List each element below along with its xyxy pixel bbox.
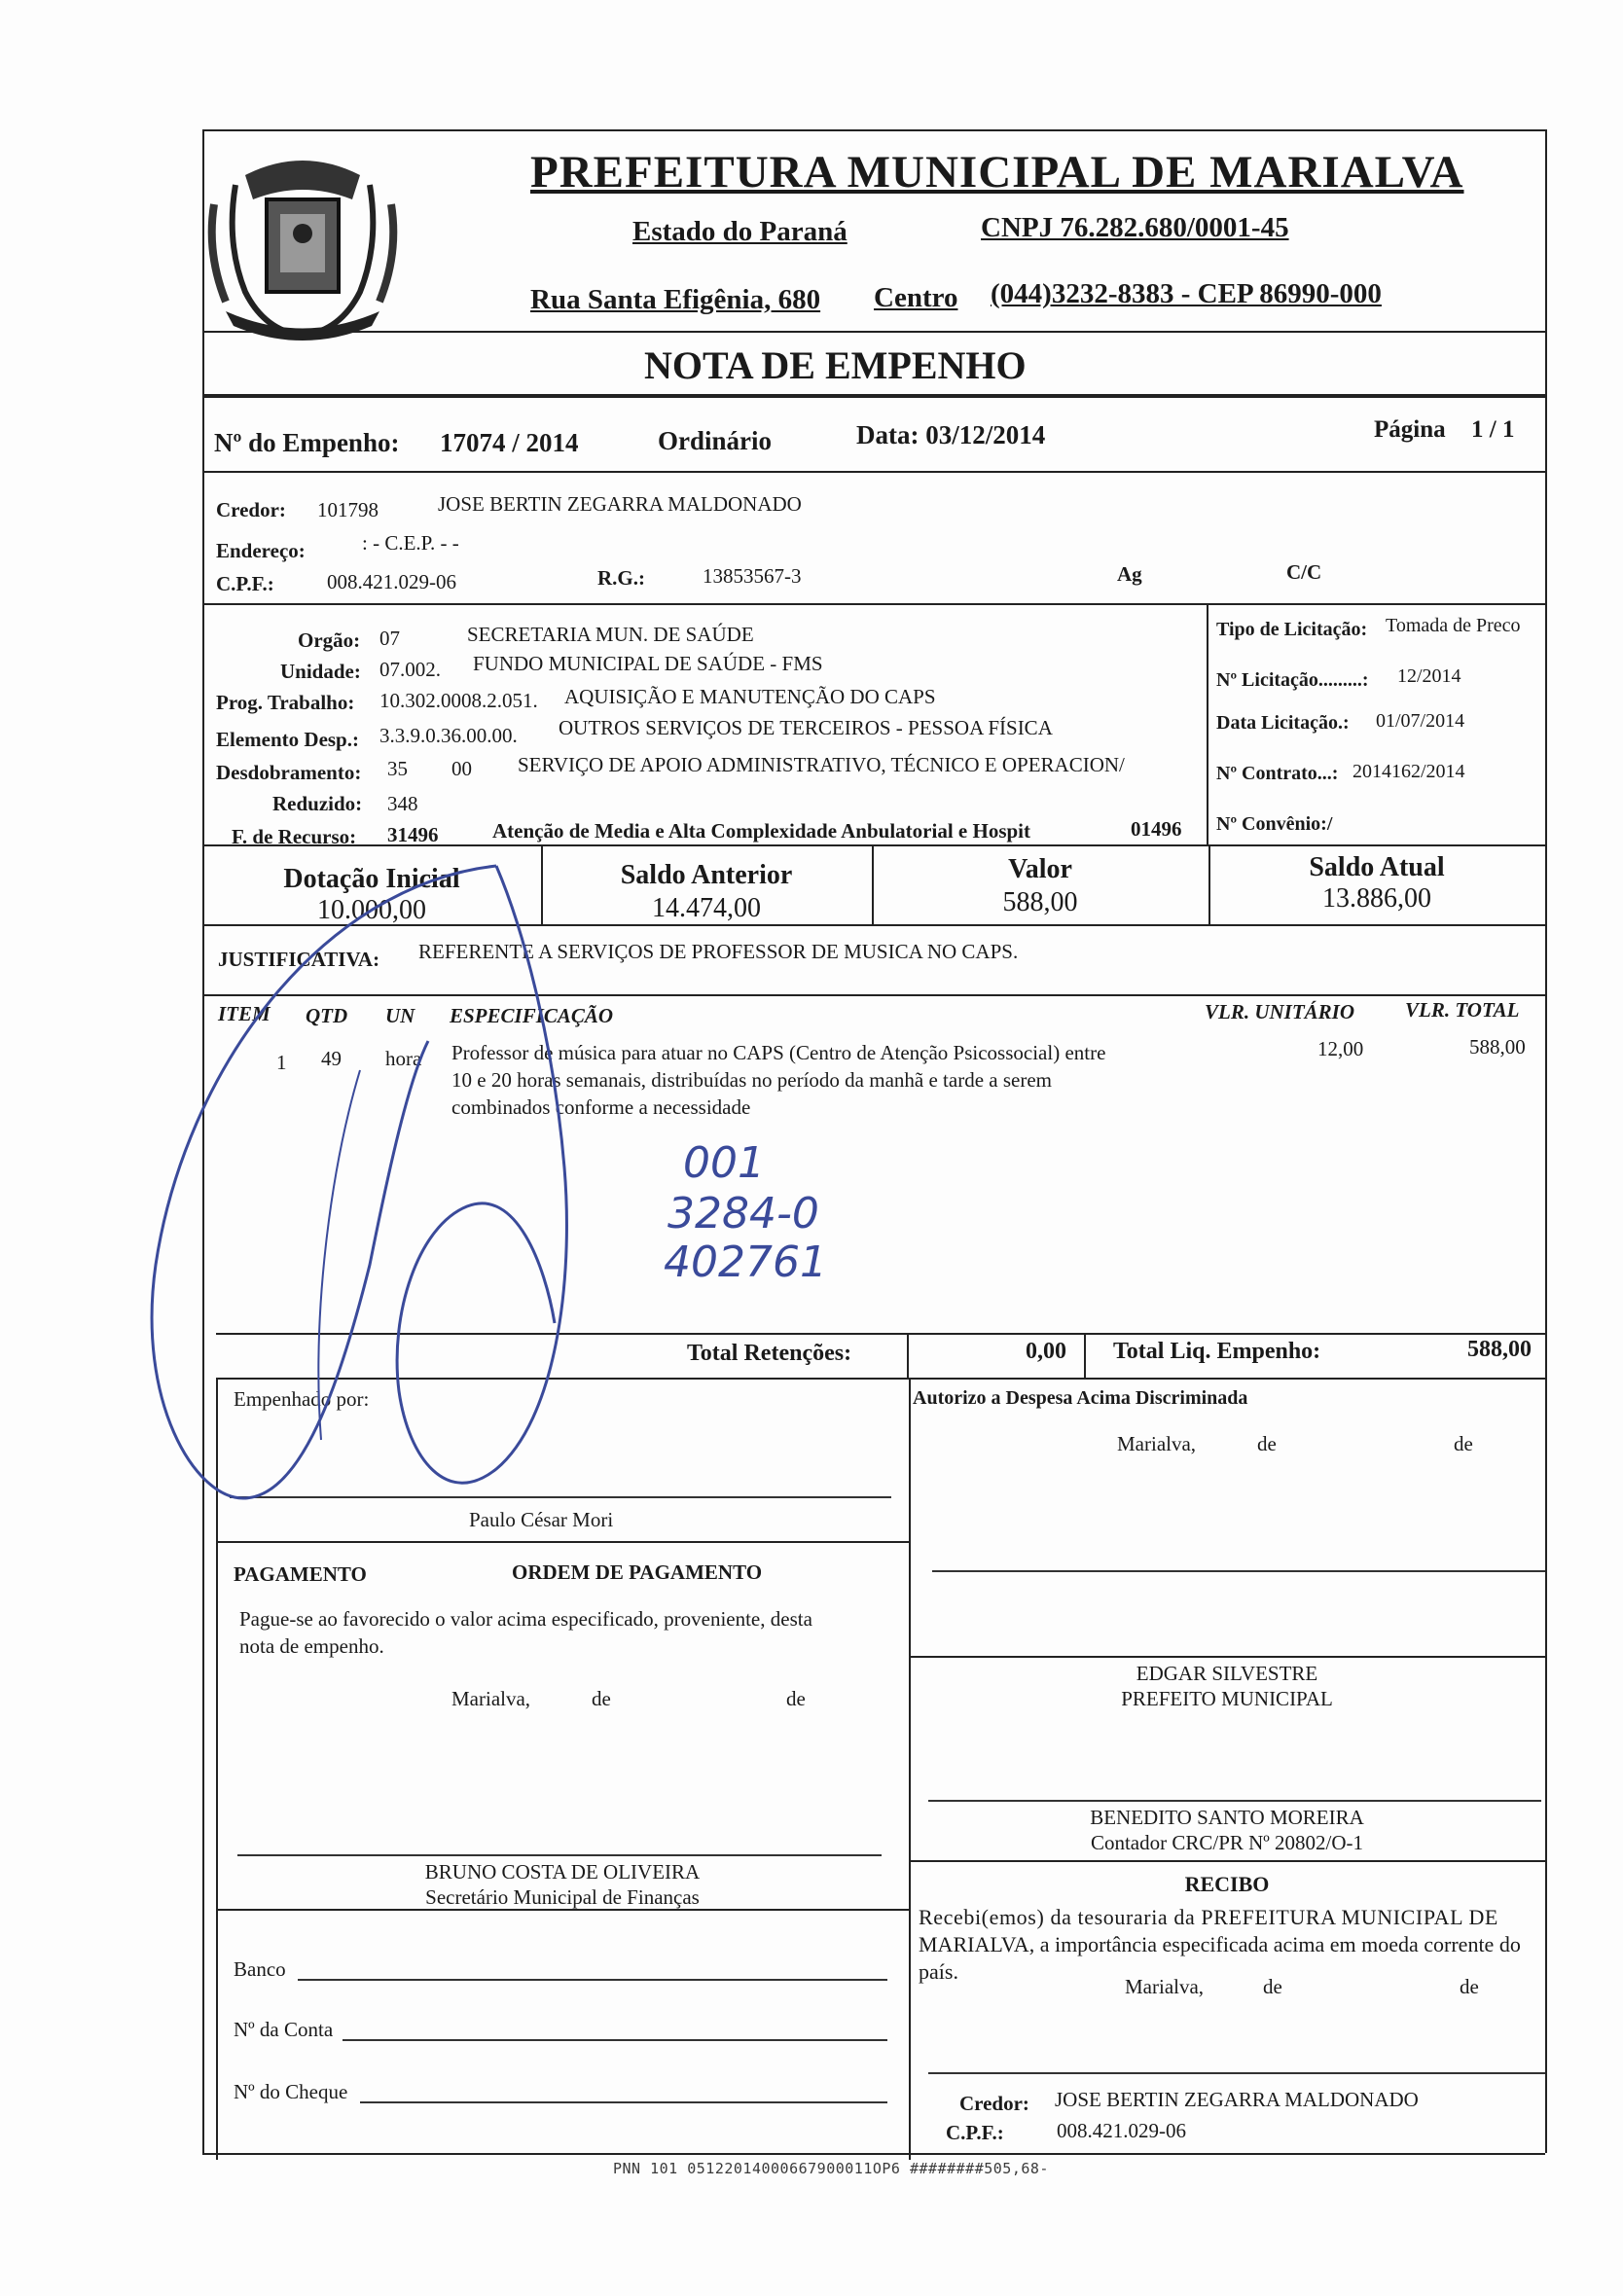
empenho-date: Data: 03/12/2014 xyxy=(856,420,1046,449)
prog-name: AQUISIÇÃO E MANUTENÇÃO DO CAPS xyxy=(564,685,936,708)
footer-code: PNN 101 05122014000667900011OP6 ########505,68- xyxy=(613,2160,1049,2177)
saldo-atual-value: 13.886,00 xyxy=(1322,883,1431,914)
header-cnpj: CNPJ 76.282.680/0001-45 xyxy=(981,212,1289,243)
rg-value: 13853567-3 xyxy=(703,564,802,588)
recibo-de2: de xyxy=(1460,1975,1479,1998)
row-qtd: 49 xyxy=(321,1047,342,1070)
justificativa-text: REFERENTE A SERVIÇOS DE PROFESSOR DE MUSICA NO CAPS. xyxy=(418,940,1019,963)
rg-label: R.G.: xyxy=(597,566,645,590)
col-total-header: VLR. TOTAL xyxy=(1405,998,1520,1022)
handwritten-note-1: 001 xyxy=(683,1138,765,1188)
page-label: Página xyxy=(1374,416,1446,443)
row-spec-line3: combinados conforme a necessidade xyxy=(451,1095,751,1119)
total-retencoes-label: Total Retenções: xyxy=(687,1341,852,1366)
licitacao-data-value: 01/07/2014 xyxy=(1376,710,1465,732)
recibo-text-line2: MARIALVA, a importância especificada acima em moeda corrente do xyxy=(919,1932,1521,1956)
handwritten-note-3: 402761 xyxy=(664,1238,827,1287)
pagamento-city: Marialva, xyxy=(451,1687,531,1710)
conta-label: Nº da Conta xyxy=(234,2018,334,2041)
saldo-atual-label: Saldo Atual xyxy=(1309,852,1445,882)
recibo-text-line3: país. xyxy=(919,1959,958,1984)
autorizo-city: Marialva, xyxy=(1117,1432,1197,1455)
header-district: Centro xyxy=(874,282,958,313)
autorizo-de2: de xyxy=(1454,1432,1473,1455)
licitacao-data-label: Data Licitação.: xyxy=(1216,712,1350,734)
ordem-pagamento-label: ORDEM DE PAGAMENTO xyxy=(512,1561,763,1584)
recibo-label: RECIBO xyxy=(1184,1872,1270,1896)
recibo-cpf-value: 008.421.029-06 xyxy=(1057,2119,1186,2142)
row-item: 1 xyxy=(276,1051,287,1074)
autorizo-de1: de xyxy=(1257,1432,1277,1455)
tipo-label: Tipo de Licitação: xyxy=(1216,619,1368,640)
handwritten-note-2: 3284-0 xyxy=(667,1189,819,1238)
justificativa-label: JUSTIFICATIVA: xyxy=(218,948,380,971)
credor-code: 101798 xyxy=(317,498,379,521)
pagamento-text-line2: nota de empenho. xyxy=(239,1634,384,1658)
fonte-code: 31496 xyxy=(387,823,439,846)
total-liq-label: Total Liq. Empenho: xyxy=(1113,1339,1321,1364)
recibo-city: Marialva, xyxy=(1125,1975,1205,1998)
col-spec-header: ESPECIFICAÇÃO xyxy=(450,1004,614,1027)
saldo-anterior-label: Saldo Anterior xyxy=(620,860,793,890)
prog-code: 10.302.0008.2.051. xyxy=(379,689,538,712)
recibo-text-line1: Recebi(emos) da tesouraria da PREFEITURA MUNICIPAL DE xyxy=(919,1905,1498,1929)
row-un: hora xyxy=(385,1047,422,1070)
page-number: 1 / 1 xyxy=(1471,416,1515,443)
desd-code1: 35 xyxy=(387,757,408,780)
valor-value: 588,00 xyxy=(1002,887,1078,917)
row-total-value: 588,00 xyxy=(1469,1035,1526,1058)
financas-signer-name: BRUNO COSTA DE OLIVEIRA xyxy=(424,1860,701,1883)
row-unit-value: 12,00 xyxy=(1317,1037,1364,1060)
unidade-label: Unidade: xyxy=(280,660,361,683)
ag-label: Ag xyxy=(1117,562,1142,586)
endereco-value: : - C.E.P. - - xyxy=(362,531,459,555)
elem-label: Elemento Desp.: xyxy=(216,728,359,751)
desd-label: Desdobramento: xyxy=(216,761,362,784)
header-state: Estado do Paraná xyxy=(632,216,848,247)
credor-label: Credor: xyxy=(216,498,286,521)
convenio-label: Nº Convênio:/ xyxy=(1216,813,1333,835)
contrato-label: Nº Contrato...: xyxy=(1216,763,1339,784)
col-unit-header: VLR. UNITÁRIO xyxy=(1205,1000,1355,1023)
col-un-header: UN xyxy=(385,1004,415,1027)
total-retencoes-value: 0,00 xyxy=(1026,1339,1066,1364)
empenho-label: Nº do Empenho: xyxy=(214,428,400,457)
desd-name: SERVIÇO DE APOIO ADMINISTRATIVO, TÉCNICO E OPERACION/ xyxy=(518,753,1125,776)
recibo-cpf-label: C.P.F.: xyxy=(946,2121,1004,2144)
prefeito-name: EDGAR SILVESTRE xyxy=(1136,1662,1318,1685)
recibo-credor-label: Credor: xyxy=(959,2092,1029,2115)
banco-label: Banco xyxy=(234,1957,286,1981)
reduz-value: 348 xyxy=(387,792,418,815)
orgao-label: Orgão: xyxy=(298,628,361,652)
cc-label: C/C xyxy=(1286,560,1322,584)
recibo-de1: de xyxy=(1263,1975,1282,1998)
prefeito-role: PREFEITO MUNICIPAL xyxy=(1121,1687,1333,1710)
elem-code: 3.3.9.0.36.00.00. xyxy=(379,724,518,747)
licitacao-num-label: Nº Licitação.........: xyxy=(1216,669,1369,691)
reduz-label: Reduzido: xyxy=(272,792,363,815)
credor-name: JOSE BERTIN ZEGARRA MALDONADO xyxy=(438,492,802,516)
total-liq-value: 588,00 xyxy=(1467,1337,1532,1362)
pagamento-de2: de xyxy=(786,1687,806,1710)
contador-name: BENEDITO SANTO MOREIRA xyxy=(1090,1806,1364,1829)
empenho-type: Ordinário xyxy=(658,426,773,455)
pagamento-de1: de xyxy=(592,1687,611,1710)
header-title: PREFEITURA MUNICIPAL DE MARIALVA xyxy=(530,147,1464,197)
recibo-credor-name: JOSE BERTIN ZEGARRA MALDONADO xyxy=(1055,2088,1419,2111)
prog-label: Prog. Trabalho: xyxy=(216,691,355,714)
valor-label: Valor xyxy=(1008,854,1072,884)
row-spec-line2: 10 e 20 horas semanais, distribuídas no período da manhã e tarde a serem xyxy=(451,1068,1052,1092)
endereco-label: Endereço: xyxy=(216,539,306,562)
orgao-code: 07 xyxy=(379,627,400,650)
fonte-name: Atenção de Media e Alta Complexidade Anbulatorial e Hospit xyxy=(492,819,1030,843)
fonte-label: F. de Recurso: xyxy=(232,825,357,848)
financas-signer-role: Secretário Municipal de Finanças xyxy=(425,1885,700,1909)
doc-title: NOTA DE EMPENHO xyxy=(644,343,1027,387)
empenho-number: 17074 / 2014 xyxy=(440,428,579,457)
empenhado-signer: Paulo César Mori xyxy=(469,1508,614,1531)
desd-code2: 00 xyxy=(451,757,472,780)
cpf-value: 008.421.029-06 xyxy=(327,570,456,593)
contador-role: Contador CRC/PR Nº 20802/O-1 xyxy=(1090,1831,1364,1854)
pagamento-label: PAGAMENTO xyxy=(234,1562,367,1586)
col-item-header: ITEM xyxy=(218,1002,270,1025)
unidade-code: 07.002. xyxy=(379,658,441,681)
pagamento-text-line1: Pague-se ao favorecido o valor acima especificado, proveniente, desta xyxy=(239,1607,812,1631)
contrato-value: 2014162/2014 xyxy=(1352,761,1465,782)
licitacao-num-value: 12/2014 xyxy=(1397,665,1461,687)
header-phone-cep: (044)3232-8383 - CEP 86990-000 xyxy=(991,278,1382,309)
row-spec-line1: Professor de música para atuar no CAPS (Centro de Atenção Psicossocial) entre xyxy=(451,1041,1106,1064)
unidade-name: FUNDO MUNICIPAL DE SAÚDE - FMS xyxy=(473,652,823,675)
empenhado-label: Empenhado por: xyxy=(234,1387,370,1411)
col-qtd-header: QTD xyxy=(306,1004,348,1027)
cpf-label: C.P.F.: xyxy=(216,572,274,595)
tipo-value: Tomada de Preco xyxy=(1386,615,1521,636)
dotacao-value: 10.000,00 xyxy=(317,895,426,925)
orgao-name: SECRETARIA MUN. DE SAÚDE xyxy=(467,623,754,646)
elem-name: OUTROS SERVIÇOS DE TERCEIROS - PESSOA FÍSICA xyxy=(559,716,1053,739)
saldo-anterior-value: 14.474,00 xyxy=(652,893,761,923)
autorizo-label: Autorizo a Despesa Acima Discriminada xyxy=(913,1387,1248,1409)
fonte-code2: 01496 xyxy=(1131,817,1182,841)
dotacao-label: Dotação Inicial xyxy=(283,864,460,894)
cheque-label: Nº do Cheque xyxy=(234,2080,348,2103)
header-address: Rua Santa Efigênia, 680 xyxy=(530,284,821,315)
